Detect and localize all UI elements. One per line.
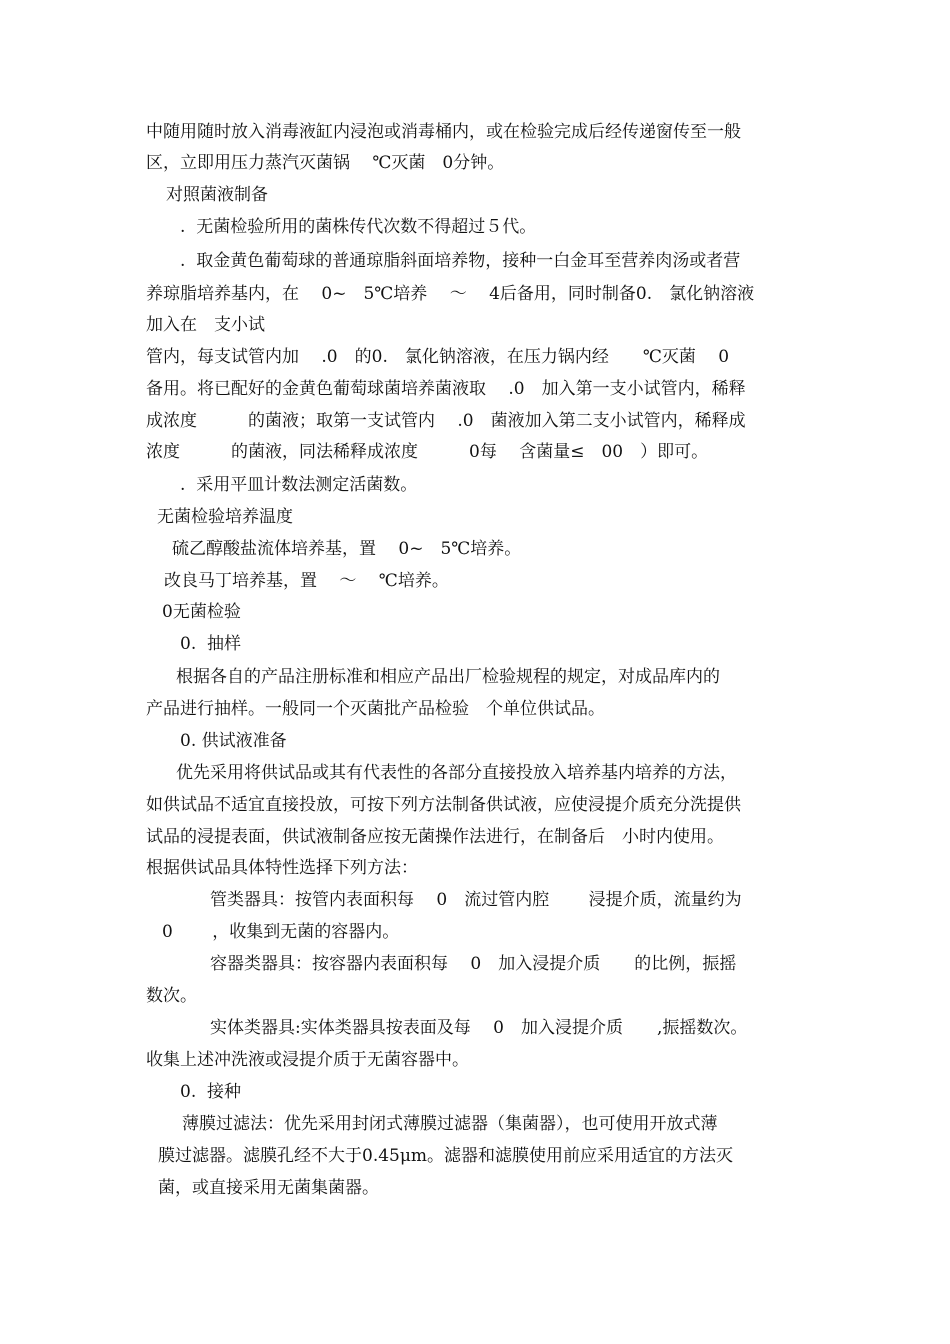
text-line: 改良马丁培养基，置 ～ ℃培养。: [164, 571, 449, 591]
text-line: 薄膜过滤法：优先采用封闭式薄膜过滤器（集菌器），也可使用开放式薄: [182, 1114, 718, 1134]
text-line: 实体类器具:实体类器具按表面及每 0 加入浸提介质 ,振摇数次。: [210, 1018, 748, 1038]
section-heading: 无菌检验培养温度: [157, 507, 293, 527]
text-line: 收集上述冲洗液或浸提介质于无菌容器中。: [146, 1050, 469, 1070]
text-line: 区，立即用压力蒸汽灭菌锅 ℃灭菌 0分钟。: [146, 153, 505, 173]
section-heading: 对照菌液制备: [166, 185, 268, 205]
text-line: 管内，每支试管内加 .0 的0. 氯化钠溶液，在压力锅内经 ℃灭菌 0: [146, 347, 730, 367]
text-line: . 取金黄色葡萄球的普通琼脂斜面培养物，接种一白金耳至营养肉汤或者营: [180, 251, 741, 271]
section-heading: 0无菌检验: [162, 602, 241, 622]
text-line: 根据供试品具体特性选择下列方法：: [146, 858, 418, 878]
text-line: 菌，或直接采用无菌集菌器。: [158, 1178, 379, 1198]
subsection-heading: 0. 抽样: [180, 634, 242, 654]
text-line: . 无菌检验所用的菌株传代次数不得超过５代。: [180, 217, 537, 237]
text-line: 中随用随时放入消毒液缸内浸泡或消毒桶内，或在检验完成后经传递窗传至一般: [146, 122, 741, 142]
text-line: . 采用平皿计数法测定活菌数。: [180, 475, 418, 495]
text-line: 加入在 支小试: [146, 315, 265, 335]
text-line: 硫乙醇酸盐流体培养基，置 0~ 5℃培养。: [172, 539, 522, 559]
text-line: 试品的浸提表面，供试液制备应按无菌操作法进行，在制备后 小时内使用。: [146, 827, 724, 847]
text-line: 管类器具：按管内表面积每 0 流过管内腔 浸提介质，流量约为: [210, 890, 742, 910]
subsection-heading: 0. 供试液准备: [180, 731, 287, 751]
text-line: 根据各自的产品注册标准和相应产品出厂检验规程的规定，对成品库内的: [176, 667, 720, 687]
text-line: 如供试品不适宜直接投放，可按下列方法制备供试液，应使浸提介质充分洗提供: [146, 795, 741, 815]
text-line: 养琼脂培养基内，在 0~ 5℃培养 ～ 4后备用，同时制备0. 氯化钠溶液: [146, 284, 755, 304]
subsection-heading: 0. 接种: [180, 1082, 242, 1102]
text-line: 产品进行抽样。一般同一个灭菌批产品检验 个单位供试品。: [146, 699, 605, 719]
text-line: 浓度 的菌液，同法稀释成浓度 0每 含菌量≤ 00 ）即可。: [146, 442, 709, 462]
text-line: 容器类器具：按容器内表面积每 0 加入浸提介质 的比例，振摇: [210, 954, 737, 974]
text-line: 0 ，收集到无菌的容器内。: [162, 922, 400, 942]
text-line: 膜过滤器。滤膜孔经不大于0.45μm。滤器和滤膜使用前应采用适宜的方法灭: [158, 1146, 734, 1166]
text-line: 成浓度 的菌液；取第一支试管内 .0 菌液加入第二支小试管内，稀释成: [146, 411, 746, 431]
text-line: 优先采用将供试品或其有代表性的各部分直接投放入培养基内培养的方法，: [176, 763, 737, 783]
text-line: 备用。将已配好的金黄色葡萄球菌培养菌液取 .0 加入第一支小试管内，稀释: [146, 379, 746, 399]
text-line: 数次。: [146, 986, 197, 1006]
